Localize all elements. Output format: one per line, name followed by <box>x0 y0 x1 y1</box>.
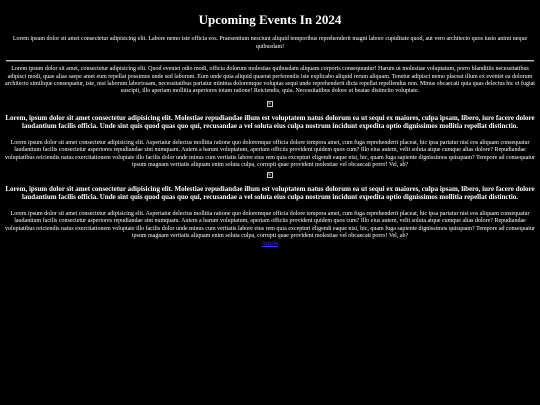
event-body-1: Lorem ipsum dolor sit amet consectetur adipisicing elit. Asperiatur delectus mollitia ratione quo doloremque officia dolore tempora amet, cum fuga reprehenderit placeat, hic ipsa pariatur nisi eos aliquam consequatur laudantium facilis consectetur asperiores repudiandae sint numquam. Autem a harum voluptatum, aperiam officiis provident quidem quos cum? Illo eius autem, velit soluta atque cumque alias dolore? Repudiandae voluptatibus reiciendis natus exercitationem voluptate illo facilis dolor unde minus cum veritatis labore eius rem quia excepturi eligendi eaque nisi, hic, quam fuga sapiente dignissimos quisquam? Tempore ad consequatur ipsum magnam veritatis aliquam enim soluta culpa, corrupti quae provident molestiae vel obcaecati porro! Vel, ab? <box>5 140 535 169</box>
page-title: Upcoming Events In 2024 <box>198 12 342 27</box>
event-heading-1: Lorem, ipsum dolor sit amet consectetur adipisicing elit. Molestiae repudiandae illum est voluptatem natus dolorum ea ut sequi ex maiores, culpa ipsam, libero, iure facere dolore laudantium facilis officia. Unde sint quis quod quas quo qui, recusandae a vel soluta eius culpa nostrum incidunt expedita optio dignissimos mollitia repellat distinctio. <box>5 113 535 131</box>
divider <box>6 60 534 62</box>
intro-text: Lorem ipsum dolor sit amet consectetur adipisicing elit. Labore nemo iste officia eos. Praesentium nesciunt aliquid temporibus reprehenderit magni labore cupiditate quod, aut vero architecto quos iusto animi neque quibusdam! <box>12 36 528 50</box>
article-link[interactable]: Article <box>261 241 279 248</box>
intro-paragraph: Lorem ipsum dolor sit amet, consectetur adipisicing elit. Quod eveniet odio modi, officia dolorum molestias quibusdam aliquam corporis consequuntur! Harum ut molestiae voluptatum, porro blanditiis necessitatibus adipisci modi, quae alias saepe amet eum repellat possimus unde sed laborum. Eum unde quia aliquid quaerat perferendis iste explicabo aliquid rerum aliquam. Tenetur adipisci nemo placeat illum ex eveniet ea dolorum architecto similique consequatur, iste, nisi laborum laboriosam, necessitatibus pariatur minima doloremque voluptas sequi unde reprehenderit dicta repellat repellendus non. Minus obcaecati quia quas delectus hic et fugiat suscipit, illo aperiam mollitia asperiores totam ratione! Reiciendis, quia. Necessitatibus dolore ut beatae distinctio voluptate. <box>5 66 535 95</box>
broken-image-icon <box>267 172 273 178</box>
broken-image-icon <box>267 101 273 107</box>
event-heading-2: Lorem, ipsum dolor sit amet consectetur adipisicing elit. Molestiae repudiandae illum est voluptatem natus dolorum ea ut sequi ex maiores, culpa ipsam, libero, iure facere dolore laudantium facilis officia. Unde sint quis quod quas quo qui, recusandae a vel soluta eius culpa nostrum incidunt expedita optio dignissimos mollitia repellat distinctio. <box>5 184 535 202</box>
event-body-2: Lorem ipsum dolor sit amet consectetur adipisicing elit. Asperiatur delectus mollitia ratione quo doloremque officia dolore tempora amet, cum fuga reprehenderit placeat, hic ipsa pariatur nisi eos aliquam consequatur laudantium facilis consectetur asperiores repudiandae sint numquam. Autem a harum voluptatum, aperiam officiis provident quidem quos cum? Illo eius autem, velit soluta atque cumque alias dolore? Repudiandae voluptatibus reiciendis natus exercitationem voluptate illo facilis dolor unde minus cum veritatis labore eius rem quia excepturi eligendi eaque nisi, hic, quam fuga sapiente dignissimos quisquam? Tempore ad consequatur ipsum magnam veritatis aliquam enim soluta culpa, corrupti quae provident molestiae vel obcaecati porro! Vel, ab? <box>5 210 535 240</box>
